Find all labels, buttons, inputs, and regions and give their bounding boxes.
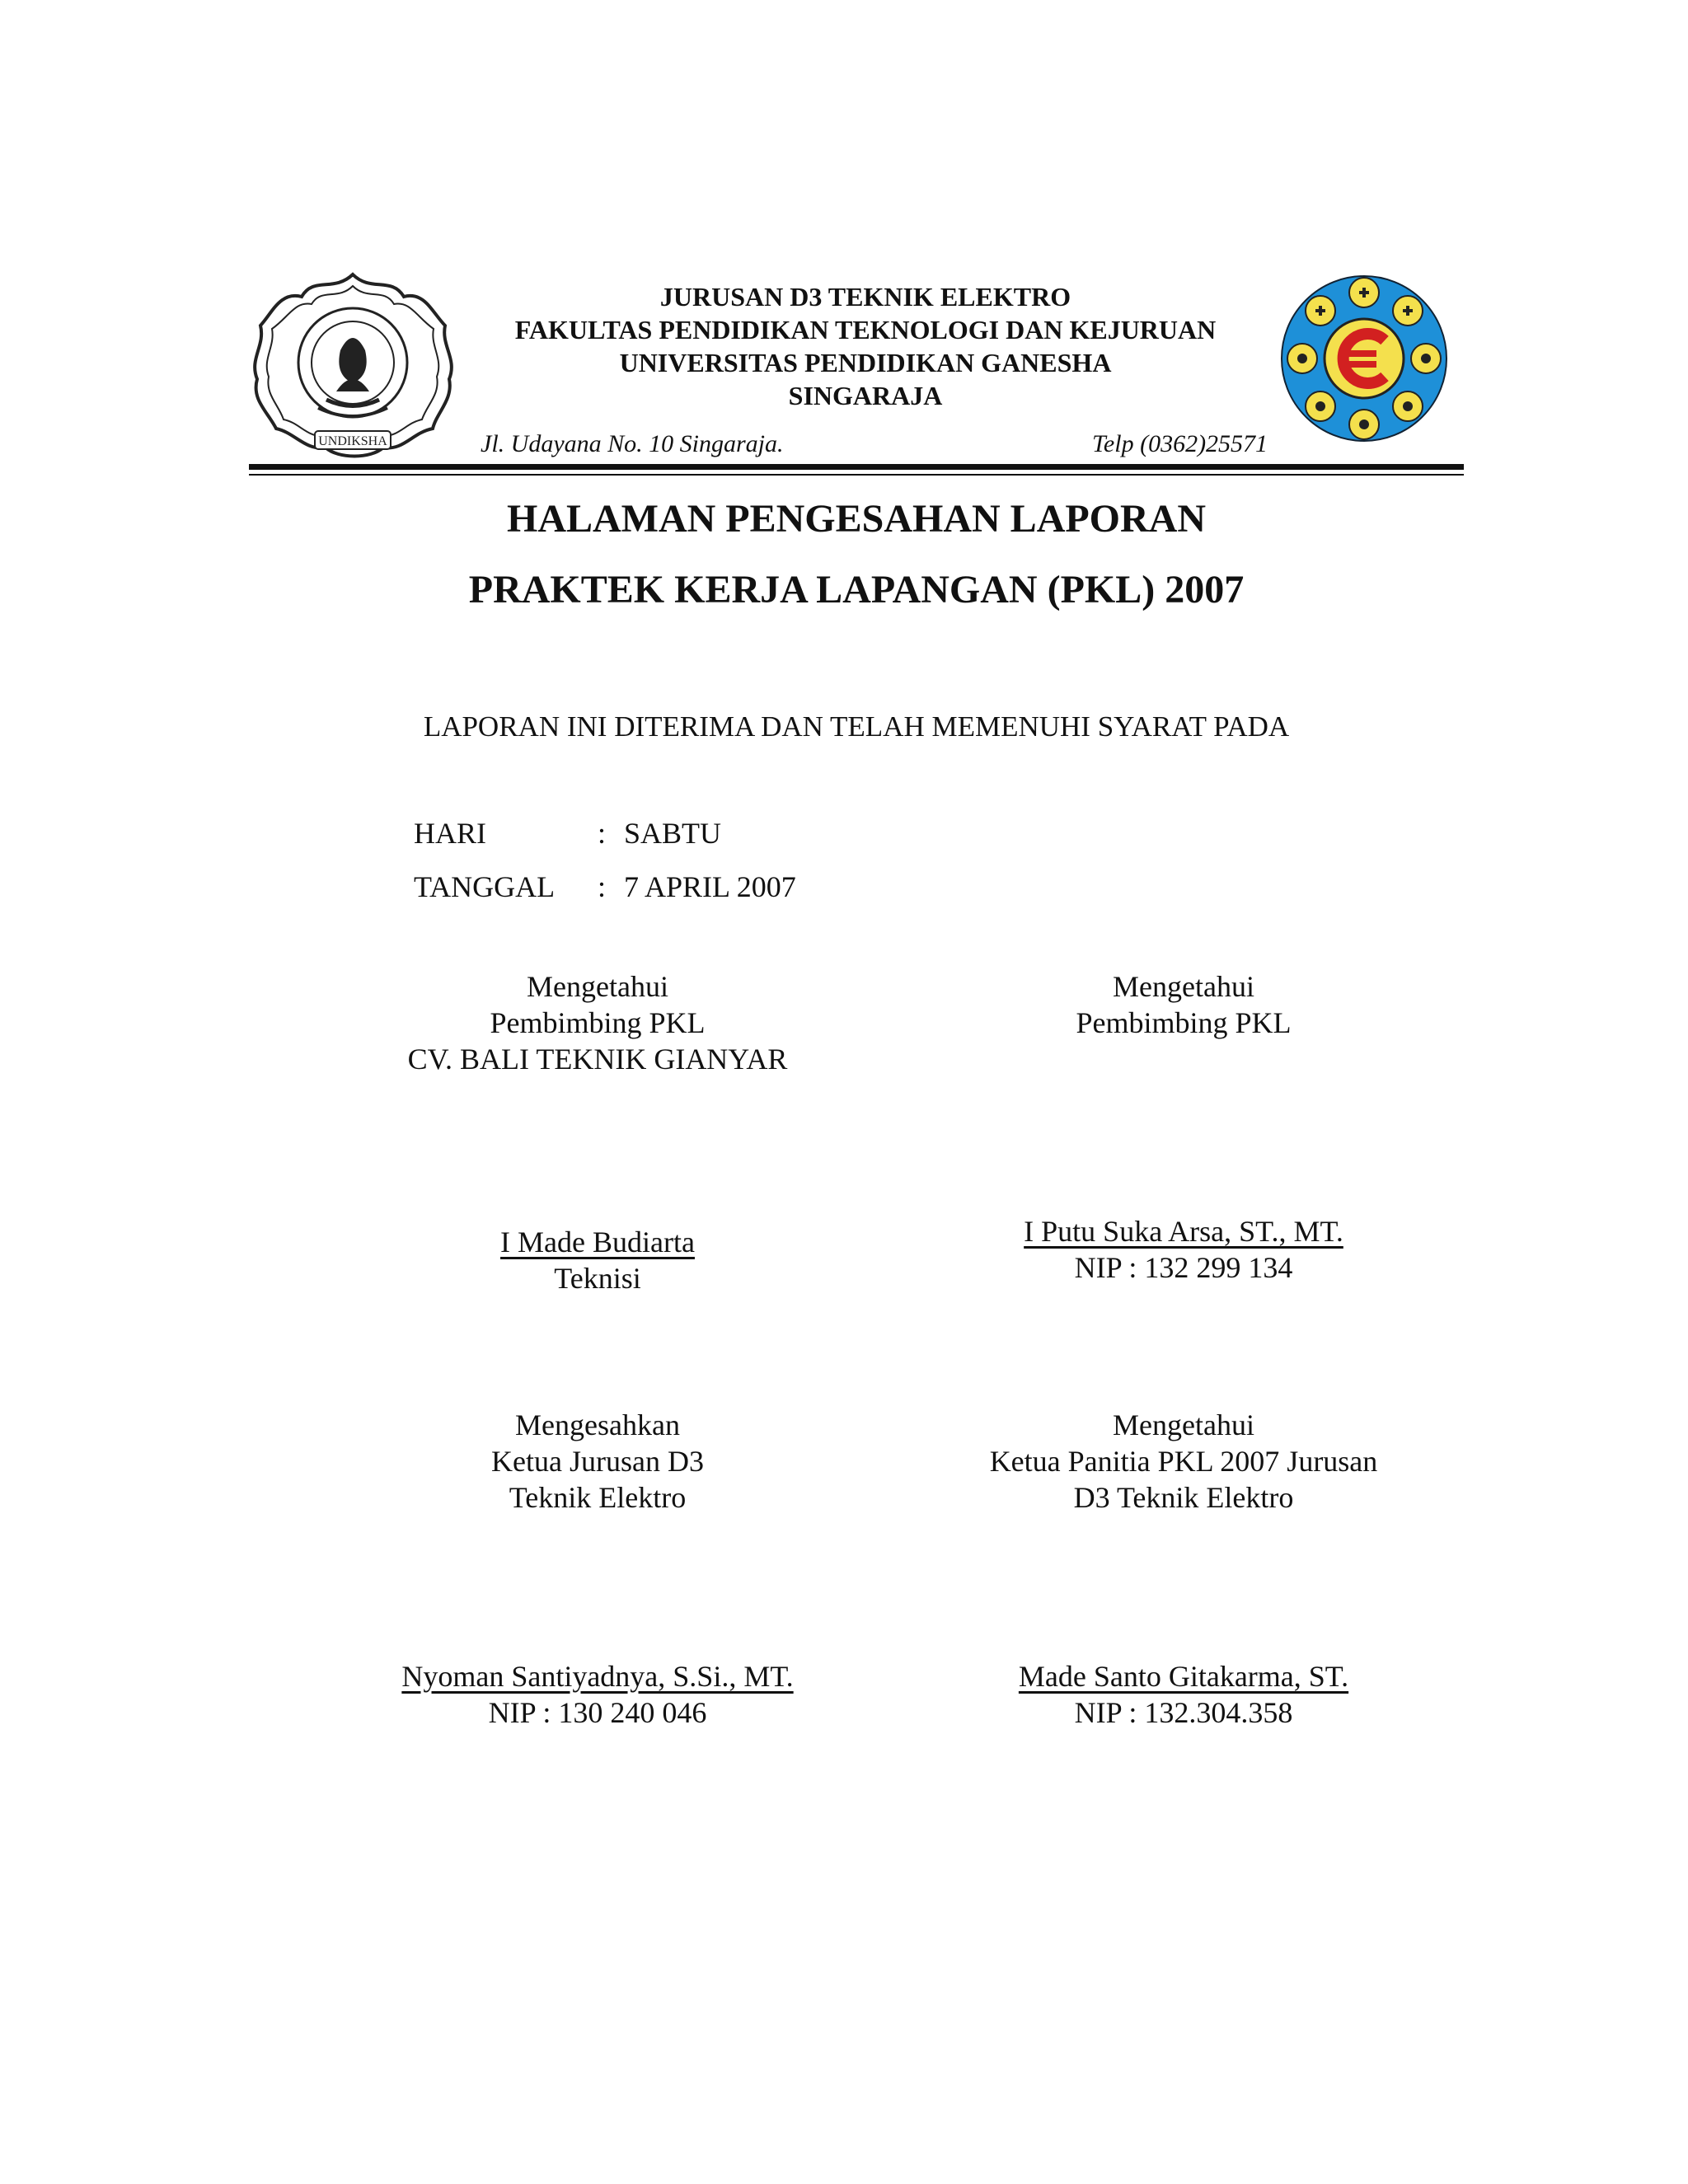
signer-name: I Putu Suka Arsa, ST., MT. [1024,1215,1343,1248]
tanggal-separator: : [598,870,607,903]
signature-left-top-heading [350,968,845,1077]
faculty-name: FAKULTAS PENDIDIKAN TEKNOLOGI DAN KEJURUAN [514,315,1217,344]
approval-statement: LAPORAN INI DITERIMA DAN TELAH MEMENUHI SYARAT PADA [423,710,1290,743]
title-line-1: HALAMAN PENGESAHAN LAPORAN [506,497,1206,541]
tanggal-label: TANGGAL [414,870,556,903]
tanggal-value: 7 APRIL 2007 [624,870,796,903]
signature-right-top-signer [936,1213,1431,1286]
signature-right-top-heading [936,968,1431,1041]
signer-nip: NIP : 132.304.358 [1074,1696,1293,1729]
logo-left-text: UNDIKSHA [318,434,387,448]
hari-separator: : [598,817,607,850]
signature-left-bottom-signer [350,1658,845,1731]
city-name: SINGARAJA [788,381,943,410]
institution-header [462,280,1269,412]
sig-line: Ketua Jurusan D3 [491,1445,704,1478]
signature-left-bottom-heading [350,1407,845,1516]
signer-position: Teknisi [554,1262,641,1295]
university-name: UNIVERSITAS PENDIDIKAN GANESHA [619,348,1112,377]
sig-line: Mengetahui [1113,970,1254,1003]
signature-right-bottom-signer [936,1658,1431,1731]
sig-line: Mengesahkan [515,1408,680,1441]
signer-nip: NIP : 130 240 046 [488,1696,707,1729]
sig-line: D3 Teknik Elektro [1073,1481,1294,1514]
sig-line: Pembimbing PKL [1076,1006,1292,1039]
signature-left-top-signer [350,1224,845,1296]
title-line-2: PRAKTEK KERJA LAPANGAN (PKL) 2007 [468,568,1245,612]
hari-label: HARI [414,817,486,850]
sig-line: Mengetahui [527,970,668,1003]
sig-line: Pembimbing PKL [490,1006,706,1039]
university-logo [247,268,458,461]
hari-value: SABTU [624,817,722,850]
signer-nip: NIP : 132 299 134 [1074,1251,1293,1284]
header-divider-thin [249,474,1464,476]
signer-name: Nyoman Santiyadnya, S.Si., MT. [401,1660,794,1693]
department-logo [1279,268,1449,449]
signer-name: I Made Budiarta [500,1226,695,1258]
sig-line: Ketua Panitia PKL 2007 Jurusan [989,1445,1378,1478]
sig-line: Mengetahui [1113,1408,1254,1441]
sig-line: CV. BALI TEKNIK GIANYAR [407,1043,788,1076]
signature-right-bottom-heading [936,1407,1431,1516]
header-divider-thick [249,464,1464,470]
sig-line: Teknik Elektro [509,1481,687,1514]
phone: Telp (0362)25571 [1092,430,1268,457]
address: Jl. Udayana No. 10 Singaraja. [481,430,784,457]
department-name: JURUSAN D3 TEKNIK ELEKTRO [659,282,1071,312]
signer-name: Made Santo Gitakarma, ST. [1018,1660,1349,1693]
